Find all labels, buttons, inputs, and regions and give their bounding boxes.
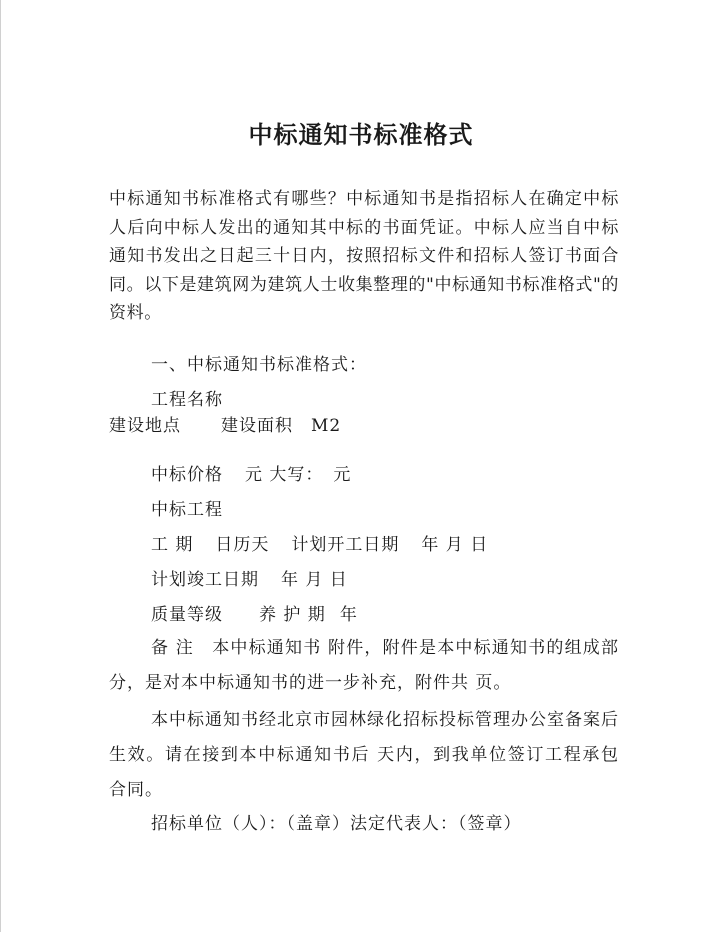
price-unit: 元 大写： xyxy=(245,465,324,485)
bid-project-label: 中标工程 xyxy=(151,500,223,520)
maintenance-unit: 年 xyxy=(339,605,358,625)
section-heading: 一、中标通知书标准格式： xyxy=(151,355,367,375)
signature-line: 招标单位（人）：（盖章）法定代表人：（签章） xyxy=(151,814,522,834)
start-label: 计划开工日期 xyxy=(291,535,400,555)
maintenance-label: 养 护 期 xyxy=(259,605,326,625)
finish-date: 年 月 日 xyxy=(281,570,348,590)
quality-label: 质量等级 xyxy=(151,605,223,625)
quality-row xyxy=(151,602,358,628)
start-date: 年 月 日 xyxy=(421,535,489,555)
price-row xyxy=(151,462,351,488)
price-unit-2: 元 xyxy=(333,465,352,485)
finish-row xyxy=(151,567,348,593)
finish-label: 计划竣工日期 xyxy=(151,570,259,590)
remarks-paragraph: 备 注 本中标通知书 附件，附件是本中标通知书的组成部分，是对本中标通知书的进一步补充，附件共 页。 xyxy=(109,638,619,693)
period-unit: 日历天 xyxy=(215,535,270,555)
period-label: 工 期 xyxy=(151,535,194,555)
area-unit: M2 xyxy=(311,416,342,436)
document-title: 中标通知书标准格式 xyxy=(248,121,474,149)
site-label: 建设地点 xyxy=(109,416,181,436)
project-name-label: 工程名称 xyxy=(151,390,223,410)
price-label: 中标价格 xyxy=(151,465,223,485)
area-label: 建设面积 xyxy=(221,416,293,436)
period-row xyxy=(151,532,488,558)
intro-paragraph: 中标通知书标准格式有哪些？中标通知书是指招标人在确定中标人后向中标人发出的通知其中标的书面凭证。中标人应当自中标通知书发出之日起三十日内，按照招标文件和招标人签订书面合同。以下是建筑网为建筑人士收集整理的"中标通知书标准格式"的资料。 xyxy=(109,189,619,323)
site-area-row xyxy=(109,413,341,439)
filing-paragraph: 本中标通知书经北京市园林绿化招标投标管理办公室备案后生效。请在接到本中标通知书后 天内，到我单位签订工程承包合同。 xyxy=(109,710,619,800)
